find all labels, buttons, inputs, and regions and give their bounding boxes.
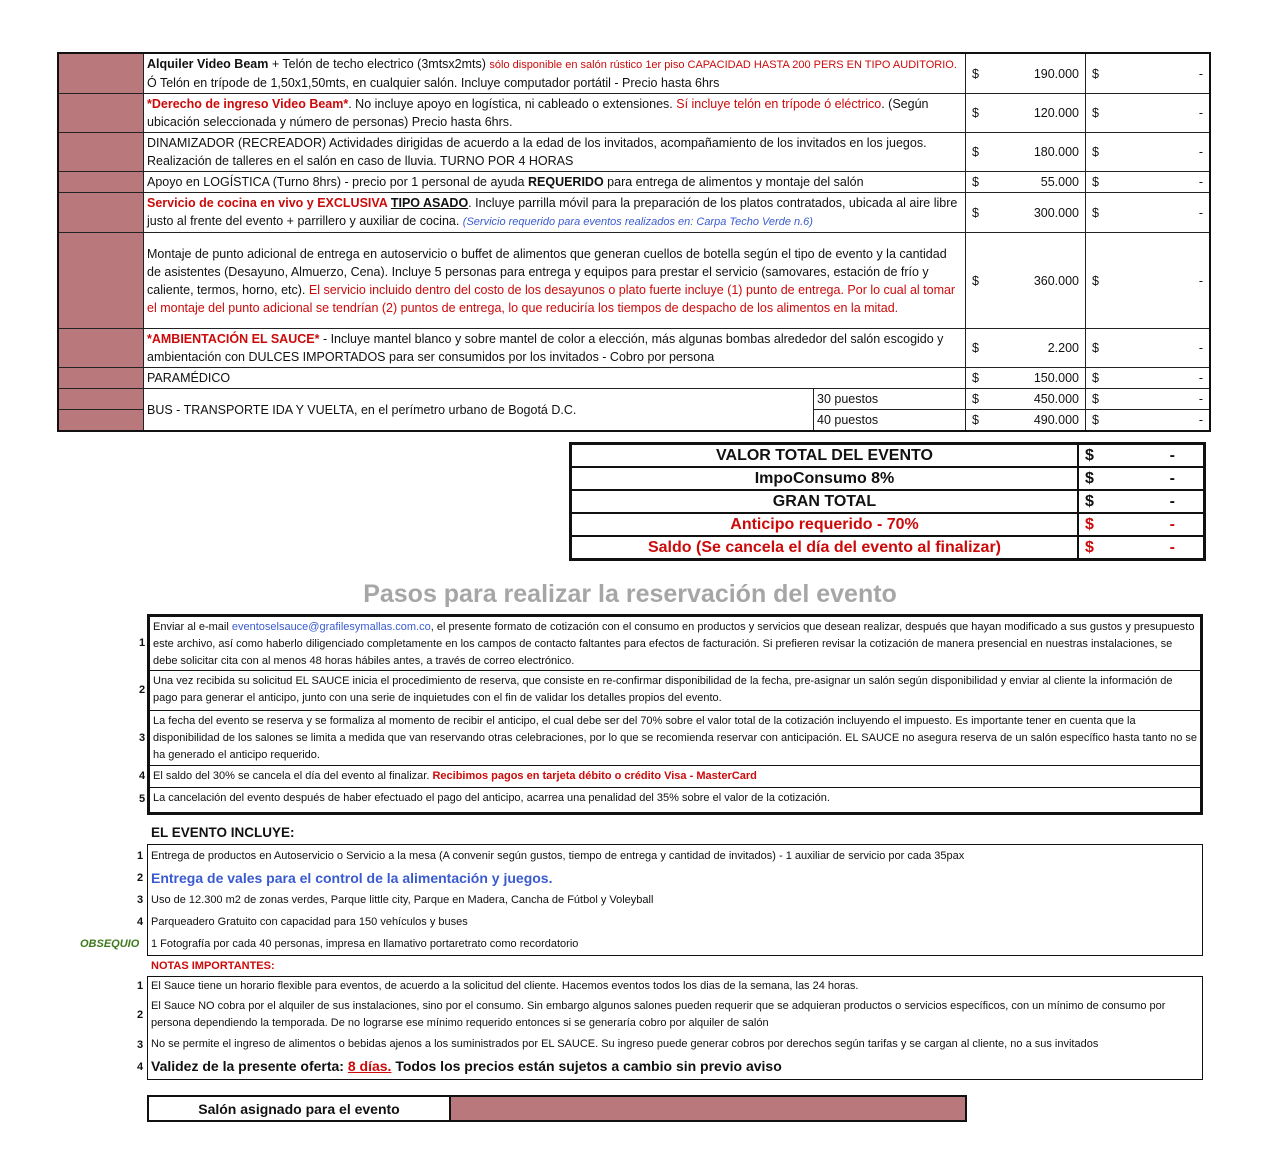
line-total <box>1086 410 1211 432</box>
bus-seats: 30 puestos <box>814 389 966 410</box>
text-run: Sí incluye telón en trípode ó eléctrico <box>676 97 882 111</box>
line-total <box>1086 133 1211 172</box>
service-description <box>144 233 966 329</box>
text-run: DINAMIZADOR (RECREADOR) Actividades dirigidas de acuerdo a la edad de los invitados, acompañamiento de los invitados en los juegos. Realización de talleres en el salón en caso de lluvia. TURNO POR 4 HORAS <box>147 136 927 168</box>
amount: 490.000 <box>1033 413 1079 427</box>
note-number: 4 <box>137 1061 144 1073</box>
step-item <box>139 617 1200 671</box>
row-swatch <box>58 329 144 368</box>
include-number: 3 <box>137 894 144 906</box>
step-item <box>139 671 1200 711</box>
text-run: Servicio de cocina en vivo y EXCLUSIVA <box>147 196 391 210</box>
text-run: La fecha del evento se reserva y se formaliza al momento de recibir el anticipo, el cual debe ser del 70% sobre el valor total de la cotización incluyendo el impuesto. Es importante tener en cuenta que la disponibilidad de los salones se limita a medida que van reservando otras celebraciones, por lo que se recomienda reservar con anticipación. EL SAUCE no asegura reserva de un salón específico hasta tanto no se ha generado el anticipo requerido. <box>153 715 1197 761</box>
text-run: Validez de la presente oferta: <box>151 1058 348 1074</box>
text-run: . (Según ubicación seleccionada y número de personas) Precio hasta 6hrs. <box>147 97 929 129</box>
service-row <box>58 193 1210 233</box>
service-row <box>58 368 1210 389</box>
amount: - <box>1198 273 1203 288</box>
step-item <box>139 711 1200 766</box>
text-run: Recibimos pagos en tarjeta débito o crédito Visa - MasterCard <box>432 770 757 782</box>
step-number: 4 <box>139 770 146 782</box>
service-row <box>58 53 1210 94</box>
amount: - <box>1198 175 1203 189</box>
bus-row <box>58 389 1210 410</box>
currency: $ <box>1085 446 1094 464</box>
row-swatch <box>58 172 144 193</box>
text-run: No se permite el ingreso de alimentos o bebidas ajenos a los suministrados por EL SAUCE. Su ingreso puede generar cobros por derechos según tarifas y se cargan al cliente, no a sus invitados <box>151 1038 1099 1050</box>
note-item <box>137 1057 1202 1079</box>
currency: $ <box>1092 392 1099 406</box>
service-description <box>144 172 966 193</box>
step-item <box>139 788 1200 812</box>
currency: $ <box>972 145 979 159</box>
currency: $ <box>972 66 979 81</box>
amount: 190.000 <box>1033 66 1079 81</box>
text-run: Montaje de punto adicional de entrega en autoservicio o buffet de alimentos que generan cuellos de botella según el tipo de evento y la cantidad de asistentes (Desayuno, Almuerzo, Cena). Incluye 5 personas para entrega y equipos para prestar el servicio (samovares, estación de frío y caliente, termos, horno, etc). <box>147 246 947 297</box>
line-total <box>1086 53 1211 94</box>
text-run: Alquiler Video Beam <box>147 57 269 71</box>
amount: - <box>1169 515 1175 533</box>
total-label: ImpoConsumo 8% <box>571 467 1079 490</box>
include-number: 4 <box>137 916 144 928</box>
currency: $ <box>1092 106 1099 120</box>
text-run: Apoyo en LOGÍSTICA (Turno 8hrs) - precio por 1 personal de ayuda <box>147 175 528 189</box>
line-total <box>1086 233 1211 329</box>
amount: 2.200 <box>1047 341 1079 355</box>
row-swatch <box>58 53 144 94</box>
currency: $ <box>1092 371 1099 385</box>
include-item <box>137 867 1202 889</box>
amount: 180.000 <box>1033 145 1079 159</box>
services-table <box>57 52 1211 432</box>
currency: $ <box>1092 175 1099 189</box>
text-run: (Servicio requerido para eventos realizados en: Carpa Techo Verde n.6) <box>462 216 813 228</box>
currency: $ <box>972 273 979 288</box>
note-item <box>137 997 1202 1035</box>
steps-list <box>139 614 1203 815</box>
currency: $ <box>1085 515 1094 533</box>
amount: - <box>1169 538 1175 556</box>
total-row <box>571 536 1205 560</box>
row-swatch <box>58 410 144 432</box>
currency: $ <box>972 205 979 220</box>
unit-price <box>966 53 1086 94</box>
total-value <box>1078 467 1205 490</box>
service-row <box>58 172 1210 193</box>
unit-price <box>966 368 1086 389</box>
amount: - <box>1169 446 1175 464</box>
currency: $ <box>1085 469 1094 487</box>
text-run: - Incluye mantel blanco y sobre mantel de color a elección, más algunas bombas alrededor del salón escogido y ambientación con DULCES IMPORTADOS para ser consumidos por los invitados - Cobro por persona <box>147 332 944 364</box>
service-description <box>144 368 966 389</box>
note-item <box>137 1035 1202 1057</box>
line-total <box>1086 329 1211 368</box>
row-swatch <box>58 193 144 233</box>
text-run: + Telón de techo electrico (3mtsx2mts) <box>268 57 490 71</box>
currency: $ <box>1092 205 1099 220</box>
unit-price <box>966 410 1086 432</box>
currency: $ <box>972 106 979 120</box>
currency: $ <box>1092 145 1099 159</box>
step-number: 1 <box>139 637 146 649</box>
text-run: 8 días. <box>347 1058 392 1074</box>
total-label: Anticipo requerido - 70% <box>571 513 1079 536</box>
amount: - <box>1169 469 1175 487</box>
includes-list <box>80 844 1203 956</box>
currency: $ <box>972 413 979 427</box>
unit-price <box>966 233 1086 329</box>
amount: 360.000 <box>1033 273 1079 288</box>
include-item <box>80 933 1202 955</box>
unit-price <box>966 193 1086 233</box>
text-run: TIPO ASADO <box>390 196 469 210</box>
total-value <box>1078 444 1205 468</box>
row-swatch <box>58 389 144 410</box>
step-number: 2 <box>139 684 146 696</box>
text-run: Ó Telón en trípode de 1,50x1,50mts, en cualquier salón. Incluye computador portátil - Precio hasta 6hrs <box>147 76 720 90</box>
include-text: Uso de 12.300 m2 de zonas verdes, Parque little city, Parque en Madera, Cancha de Fútbol y Voleyball <box>151 894 654 906</box>
amount: - <box>1198 392 1203 406</box>
include-number: 1 <box>137 850 144 862</box>
total-row <box>571 490 1205 513</box>
service-row <box>58 133 1210 172</box>
amount: - <box>1198 205 1203 220</box>
note-number: 2 <box>137 1009 144 1021</box>
notes-list <box>137 976 1203 1080</box>
include-number: OBSEQUIO <box>80 938 140 950</box>
amount: - <box>1198 106 1203 120</box>
notes-title: NOTAS IMPORTANTES: <box>151 960 275 972</box>
salon-row <box>147 1095 967 1122</box>
service-row <box>58 233 1210 329</box>
currency: $ <box>1092 341 1099 355</box>
totals-table <box>569 442 1206 561</box>
row-swatch <box>58 94 144 133</box>
text-run: para entrega de alimentos y montaje del salón <box>603 175 864 189</box>
step-number: 3 <box>139 731 146 744</box>
text-run: El saldo del 30% se cancela el día del evento al finalizar. <box>153 770 433 782</box>
unit-price <box>966 329 1086 368</box>
currency: $ <box>1092 273 1099 288</box>
text-run: La cancelación del evento después de haber efectuado el pago del anticipo, acarrea una penalidad del 35% sobre el valor de la cotización. <box>153 792 830 804</box>
service-description <box>144 94 966 133</box>
total-row <box>571 513 1205 536</box>
currency: $ <box>972 175 979 189</box>
steps-title: Pasos para realizar la reservación del evento <box>363 580 897 608</box>
currency: $ <box>972 392 979 406</box>
line-total <box>1086 172 1211 193</box>
total-value <box>1078 513 1205 536</box>
note-item <box>137 977 1202 997</box>
amount: 120.000 <box>1033 106 1079 120</box>
includes-title: EL EVENTO INCLUYE: <box>151 825 295 840</box>
total-label: Saldo (Se cancela el día del evento al finalizar) <box>571 536 1079 560</box>
amount: - <box>1198 145 1203 159</box>
unit-price <box>966 94 1086 133</box>
text-run: REQUERIDO <box>527 175 604 189</box>
line-total <box>1086 389 1211 410</box>
amount: - <box>1169 492 1175 510</box>
include-item <box>137 911 1202 933</box>
amount: - <box>1198 66 1203 81</box>
step-item <box>139 766 1200 788</box>
text-run: El Sauce tiene un horario flexible para eventos, de acuerdo a la solicitud del cliente. Hacemos eventos todos los dias de la semana, las 24 horas. <box>151 980 859 992</box>
include-text: Entrega de productos en Autoservicio o Servicio a la mesa (A convenir según gustos, tiempo de entrega y cantidad de invitados) - 1 auxiliar de servicio por cada 35pax <box>151 850 965 862</box>
total-label: VALOR TOTAL DEL EVENTO <box>571 444 1079 468</box>
total-row <box>571 444 1205 468</box>
text-run: . No incluye apoyo en logística, ni cableado o extensiones. <box>348 97 677 111</box>
text-run: eventoselsauce@grafilesymallas.com.co <box>231 621 431 633</box>
total-value <box>1078 490 1205 513</box>
amount: 55.000 <box>1040 175 1079 189</box>
currency: $ <box>1092 413 1099 427</box>
service-row <box>58 329 1210 368</box>
bus-description: BUS - TRANSPORTE IDA Y VUELTA, en el perímetro urbano de Bogotá D.C. <box>144 389 814 432</box>
amount: 150.000 <box>1033 371 1079 385</box>
row-swatch <box>58 368 144 389</box>
text-run: . Incluye parrilla móvil para la preparación de los platos contratados, ubicada al aire libre justo al frente del evento + parrillero y auxiliar de cocina. <box>147 196 958 228</box>
row-swatch <box>58 233 144 329</box>
total-value <box>1078 536 1205 560</box>
note-number: 3 <box>137 1039 144 1051</box>
bus-seats: 40 puestos <box>814 410 966 432</box>
row-swatch <box>58 133 144 172</box>
text-run: , el presente formato de cotización con el consumo en productos y servicios que desean realizar, después que hayan modificado a sus gustos y presupuesto este archivo, así como haberlo diligenciado completamente en los campos de contacto faltantes para efectos de facturación. Si prefieren revisar la cotización de manera presencial en nuestras instalaciones, se debe solicitar cita con al menos 48 horas hábiles antes, a través de correo electrónico. <box>153 621 1195 667</box>
unit-price <box>966 172 1086 193</box>
line-total <box>1086 94 1211 133</box>
service-description <box>144 133 966 172</box>
service-row <box>58 94 1210 133</box>
amount: - <box>1198 413 1203 427</box>
line-total <box>1086 368 1211 389</box>
text-run: *Derecho de ingreso Video Beam* <box>147 97 349 111</box>
note-number: 1 <box>137 980 144 992</box>
text-run: El servicio incluido dentro del costo de los desayunos o plato fuerte incluye (1) punto de entrega. Por lo cual al tomar el montaje del punto adicional se tendrían (2) puntos de entrega, lo que reduciría los tiempos de despacho de los alimentos en la mitad. <box>147 282 956 315</box>
service-description <box>144 329 966 368</box>
text-run: Una vez recibida su solicitud EL SAUCE inicia el procedimiento de reserva, que consiste en re-confirmar disponibilidad de la fecha, pre-asignar un salón según disponibilidad y enviar al cliente la información de pago para generar el anticipo, junto con una serie de inquietudes con el fin de validar los detalles propios del evento. <box>153 675 1173 704</box>
amount: 450.000 <box>1033 392 1079 406</box>
line-total <box>1086 193 1211 233</box>
text-run: El Sauce NO cobra por el alquiler de sus instalaciones, sino por el consumo. Sin embargo algunos salones pueden requerir que se adquieran productos o servicios específicos, con un mínimo de consumo por persona dependiendo la temporada. De no lograrse ese mínimo requerido entonces si se generaría cobro por alquiler de salón <box>151 1000 1166 1029</box>
total-label: GRAN TOTAL <box>571 490 1079 513</box>
amount: - <box>1198 341 1203 355</box>
text-run: sólo disponible en salón rústico 1er piso CAPACIDAD HASTA 200 PERS EN TIPO AUDITORIO. <box>489 59 957 71</box>
salon-input[interactable] <box>450 1096 966 1121</box>
currency: $ <box>1085 492 1094 510</box>
currency: $ <box>972 341 979 355</box>
unit-price <box>966 389 1086 410</box>
service-description <box>144 193 966 233</box>
include-text: Entrega de vales para el control de la alimentación y juegos. <box>151 870 553 886</box>
text-run: Todos los precios están sujetos a cambio sin previo aviso <box>391 1058 782 1074</box>
text-run: PARAMÉDICO <box>147 371 231 385</box>
include-text: 1 Fotografía por cada 40 personas, impresa en llamativo portaretrato como recordatorio <box>151 938 579 950</box>
salon-label: Salón asignado para el evento <box>148 1096 450 1121</box>
text-run: *AMBIENTACIÓN EL SAUCE* <box>147 332 320 346</box>
service-description <box>144 53 966 94</box>
include-item <box>137 845 1202 867</box>
amount: - <box>1198 371 1203 385</box>
total-row <box>571 467 1205 490</box>
include-item <box>137 889 1202 911</box>
include-number: 2 <box>137 872 144 884</box>
currency: $ <box>1092 66 1099 81</box>
include-text: Parqueadero Gratuito con capacidad para 150 vehículos y buses <box>151 916 468 928</box>
text-run: Enviar al e-mail <box>153 621 232 633</box>
unit-price <box>966 133 1086 172</box>
currency: $ <box>972 371 979 385</box>
step-number: 5 <box>139 793 146 805</box>
amount: 300.000 <box>1033 205 1079 220</box>
currency: $ <box>1085 538 1094 556</box>
